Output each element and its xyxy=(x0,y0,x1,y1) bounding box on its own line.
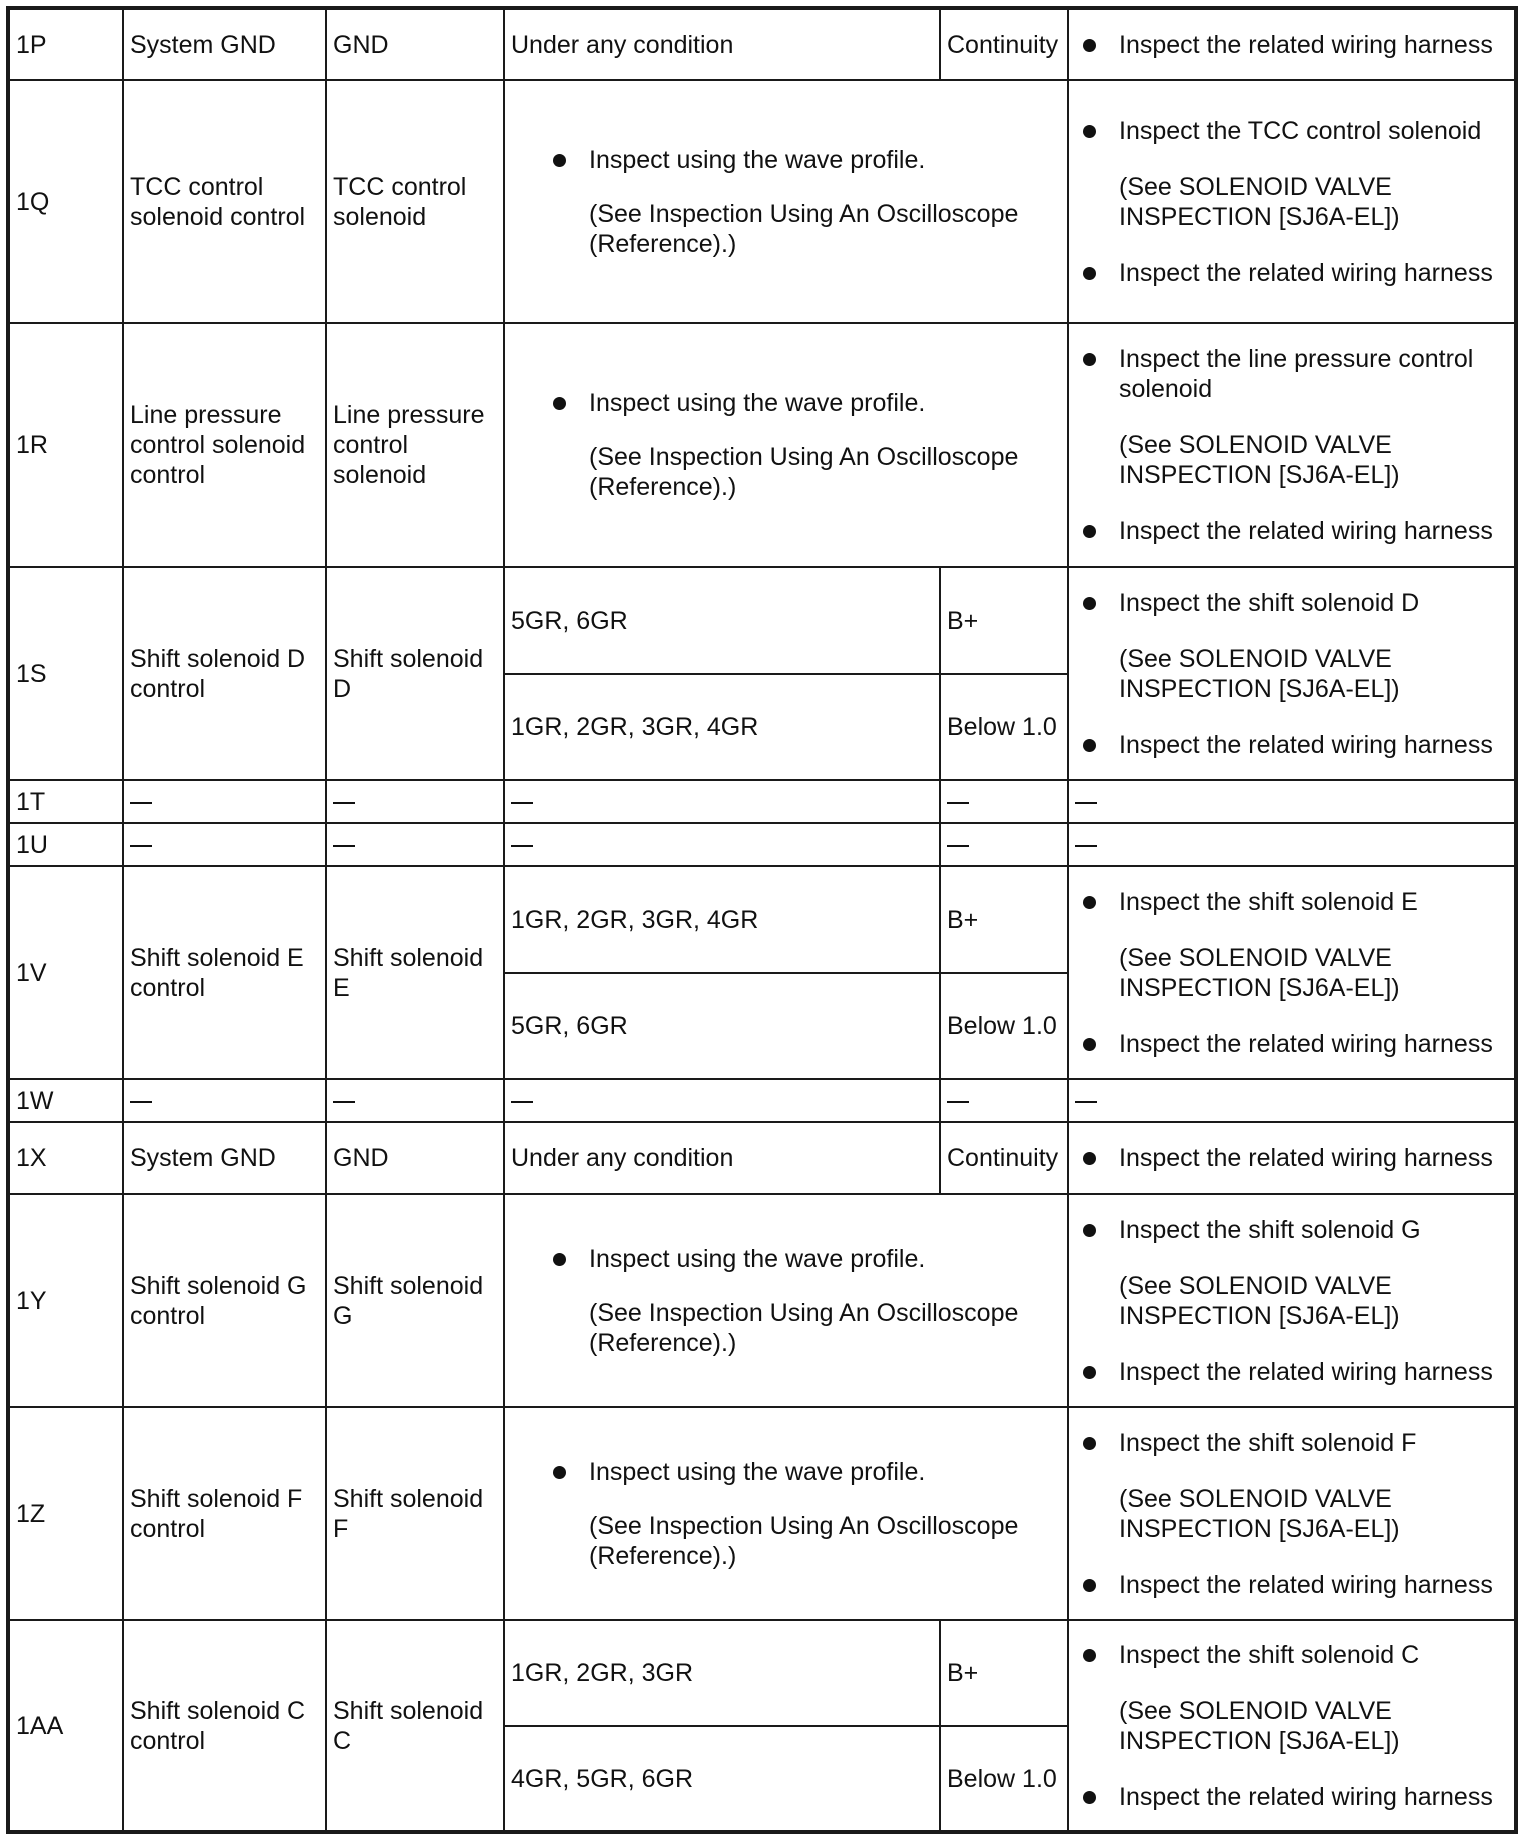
empty-cell xyxy=(326,780,504,823)
connected-to-cell: Shift solenoid E xyxy=(326,866,504,1079)
table-row xyxy=(8,1194,1516,1407)
action-item: Inspect the related wiring harness xyxy=(1075,516,1508,546)
table-row xyxy=(8,567,1516,674)
value-cell: Below 1.0 xyxy=(940,674,1068,780)
terminal-cell: 1AA xyxy=(8,1620,123,1832)
value-cell: Continuity xyxy=(940,1122,1068,1194)
action-cell xyxy=(1068,323,1516,567)
signal-cell: Line pressure control solenoid control xyxy=(123,323,326,567)
terminal-cell: 1Y xyxy=(8,1194,123,1407)
condition-cell: Under any condition xyxy=(504,1122,940,1194)
empty-cell xyxy=(940,780,1068,823)
action-item: Inspect the shift solenoid G xyxy=(1075,1215,1508,1245)
value-cell: Continuity xyxy=(940,8,1068,80)
action-item: Inspect the related wiring harness xyxy=(1075,1570,1508,1600)
oscilloscope-reference: (See Inspection Using An Oscilloscope (Reference).) xyxy=(589,1511,1019,1570)
action-cell xyxy=(1068,80,1516,323)
empty-cell xyxy=(1068,1079,1516,1122)
value-cell: B+ xyxy=(940,567,1068,674)
terminal-cell: 1T xyxy=(8,780,123,823)
connected-to-cell: Shift solenoid G xyxy=(326,1194,504,1407)
terminal-cell: 1Z xyxy=(8,1407,123,1620)
signal-cell: Shift solenoid E control xyxy=(123,866,326,1079)
action-cell xyxy=(1068,1620,1516,1832)
empty-cell xyxy=(326,823,504,866)
action-cell xyxy=(1068,866,1516,1079)
table-row xyxy=(8,823,1516,866)
connected-to-cell: GND xyxy=(326,1122,504,1194)
terminal-cell: 1S xyxy=(8,567,123,780)
condition-cell: 5GR, 6GR xyxy=(504,567,940,674)
table-row xyxy=(8,1407,1516,1620)
empty-cell xyxy=(504,823,940,866)
terminal-inspection-table xyxy=(6,6,1518,1834)
value-cell: Below 1.0 xyxy=(940,1726,1068,1832)
connected-to-cell: Line pressure control solenoid xyxy=(326,323,504,567)
condition-cell: 4GR, 5GR, 6GR xyxy=(504,1726,940,1832)
action-item: Inspect the related wiring harness xyxy=(1075,1357,1508,1387)
signal-cell: System GND xyxy=(123,1122,326,1194)
condition-cell: 1GR, 2GR, 3GR xyxy=(504,1620,940,1726)
empty-cell xyxy=(1068,823,1516,866)
action-cell xyxy=(1068,1407,1516,1620)
action-item: Inspect the TCC control solenoid xyxy=(1075,116,1508,146)
table-row xyxy=(8,1620,1516,1726)
action-reference: (See SOLENOID VALVE INSPECTION [SJ6A-EL]) xyxy=(1119,943,1400,1002)
empty-cell xyxy=(940,1079,1068,1122)
wave-instruction: Inspect using the wave profile. xyxy=(545,145,1061,175)
signal-cell: Shift solenoid F control xyxy=(123,1407,326,1620)
table-row xyxy=(8,1122,1516,1194)
connected-to-cell: Shift solenoid F xyxy=(326,1407,504,1620)
action-cell xyxy=(1068,1194,1516,1407)
connected-to-cell: TCC control solenoid xyxy=(326,80,504,323)
empty-cell xyxy=(326,1079,504,1122)
signal-cell: Shift solenoid C control xyxy=(123,1620,326,1832)
signal-cell: Shift solenoid D control xyxy=(123,567,326,780)
signal-cell: System GND xyxy=(123,8,326,80)
wave-profile-cell xyxy=(504,1194,1068,1407)
oscilloscope-reference: (See Inspection Using An Oscilloscope (Reference).) xyxy=(589,199,1019,258)
connected-to-cell: Shift solenoid C xyxy=(326,1620,504,1832)
table-row xyxy=(8,1079,1516,1122)
action-item: Inspect the related wiring harness xyxy=(1075,1143,1508,1173)
wave-instruction: Inspect using the wave profile. xyxy=(545,388,1061,418)
action-item: Inspect the shift solenoid E xyxy=(1075,887,1508,917)
condition-cell: 1GR, 2GR, 3GR, 4GR xyxy=(504,674,940,780)
empty-cell xyxy=(504,780,940,823)
connected-to-cell: GND xyxy=(326,8,504,80)
table-row xyxy=(8,780,1516,823)
action-reference: (See SOLENOID VALVE INSPECTION [SJ6A-EL]) xyxy=(1119,1696,1400,1755)
wave-profile-cell xyxy=(504,323,1068,567)
empty-cell xyxy=(123,1079,326,1122)
value-cell: B+ xyxy=(940,1620,1068,1726)
action-item: Inspect the related wiring harness xyxy=(1075,258,1508,288)
action-cell xyxy=(1068,1122,1516,1194)
action-item: Inspect the related wiring harness xyxy=(1075,30,1508,60)
wave-instruction: Inspect using the wave profile. xyxy=(545,1457,1061,1487)
empty-cell xyxy=(123,780,326,823)
wave-profile-cell xyxy=(504,80,1068,323)
action-cell xyxy=(1068,567,1516,780)
signal-cell: TCC control solenoid control xyxy=(123,80,326,323)
value-cell: B+ xyxy=(940,866,1068,973)
empty-cell xyxy=(1068,780,1516,823)
wave-instruction: Inspect using the wave profile. xyxy=(545,1244,1061,1274)
action-item: Inspect the shift solenoid D xyxy=(1075,588,1508,618)
action-reference: (See SOLENOID VALVE INSPECTION [SJ6A-EL]) xyxy=(1119,644,1400,703)
table-row xyxy=(8,866,1516,973)
connected-to-cell: Shift solenoid D xyxy=(326,567,504,780)
condition-cell: 1GR, 2GR, 3GR, 4GR xyxy=(504,866,940,973)
table-row xyxy=(8,8,1516,80)
action-reference: (See SOLENOID VALVE INSPECTION [SJ6A-EL]) xyxy=(1119,1271,1400,1330)
action-item: Inspect the related wiring harness xyxy=(1075,730,1508,760)
action-reference: (See SOLENOID VALVE INSPECTION [SJ6A-EL]) xyxy=(1119,172,1400,231)
condition-cell: Under any condition xyxy=(504,8,940,80)
wave-profile-cell xyxy=(504,1407,1068,1620)
action-reference: (See SOLENOID VALVE INSPECTION [SJ6A-EL]) xyxy=(1119,431,1400,489)
table-row xyxy=(8,323,1516,567)
action-item: Inspect the related wiring harness xyxy=(1075,1029,1508,1059)
terminal-cell: 1W xyxy=(8,1079,123,1122)
terminal-cell: 1Q xyxy=(8,80,123,323)
value-cell: Below 1.0 xyxy=(940,973,1068,1079)
action-item: Inspect the shift solenoid F xyxy=(1075,1428,1508,1458)
empty-cell xyxy=(504,1079,940,1122)
action-item: Inspect the line pressure control solenoid xyxy=(1075,344,1508,404)
oscilloscope-reference: (See Inspection Using An Oscilloscope (Reference).) xyxy=(589,443,1019,501)
action-cell xyxy=(1068,8,1516,80)
terminal-cell: 1P xyxy=(8,8,123,80)
oscilloscope-reference: (See Inspection Using An Oscilloscope (Reference).) xyxy=(589,1298,1019,1357)
condition-cell: 5GR, 6GR xyxy=(504,973,940,1079)
empty-cell xyxy=(940,823,1068,866)
terminal-cell: 1X xyxy=(8,1122,123,1194)
action-item: Inspect the shift solenoid C xyxy=(1075,1640,1508,1670)
empty-cell xyxy=(123,823,326,866)
table-row xyxy=(8,80,1516,323)
document-page xyxy=(6,6,1514,1830)
action-reference: (See SOLENOID VALVE INSPECTION [SJ6A-EL]) xyxy=(1119,1484,1400,1543)
action-item: Inspect the related wiring harness xyxy=(1075,1782,1508,1812)
signal-cell: Shift solenoid G control xyxy=(123,1194,326,1407)
terminal-cell: 1V xyxy=(8,866,123,1079)
terminal-cell: 1R xyxy=(8,323,123,567)
terminal-cell: 1U xyxy=(8,823,123,866)
